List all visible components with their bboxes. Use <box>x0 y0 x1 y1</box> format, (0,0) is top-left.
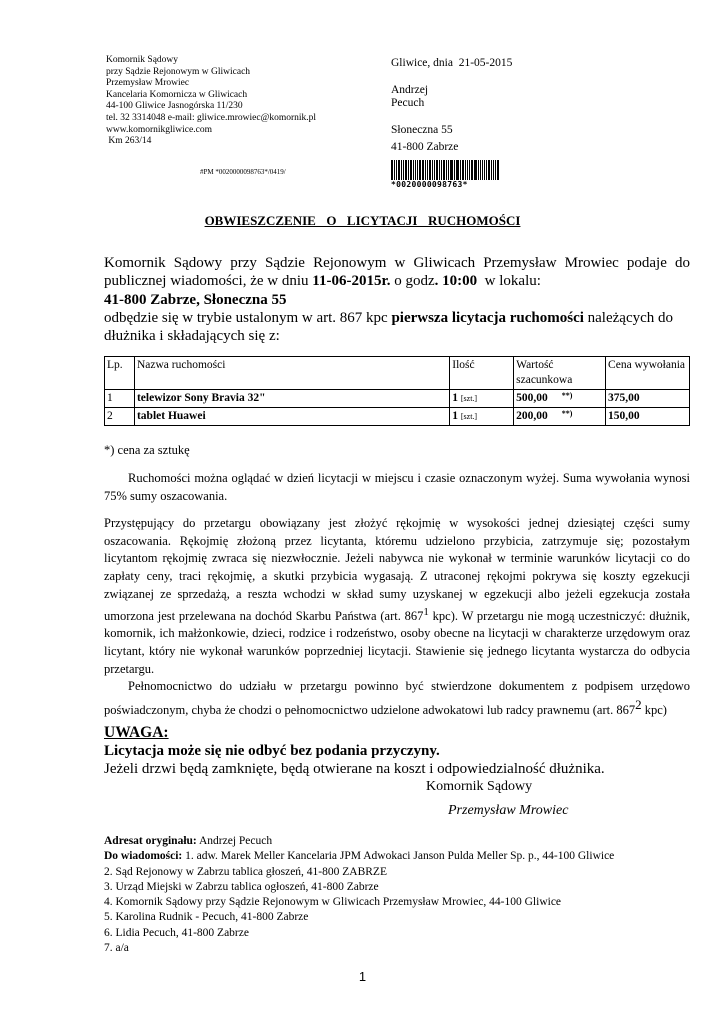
distribution-item: 6. Lidia Pecuch, 41-800 Zabrze <box>104 926 249 939</box>
cell-price: 150,00 <box>606 408 690 426</box>
page-number: 1 <box>358 969 367 984</box>
cell-name: telewizor Sony Bravia 32" <box>134 390 449 408</box>
notice-bold-line: Licytacja może się nie odbyć bez podania przyczyny. <box>104 743 440 759</box>
recipient-block <box>391 57 512 155</box>
cell-qty <box>450 390 514 408</box>
paragraph-text: kpc) <box>641 703 667 718</box>
notice-block <box>104 724 605 778</box>
paragraph-text: Pełnomocnictwo do udziału w przetargu powinno być stwierdzone dokumentem z podpisem urzędowo poświadczonym, chyba że chodzi o pełnomocnictwo udzielone adwokatowi lub radcy prawnemu (art. 867 <box>104 679 690 718</box>
cell-qty <box>450 408 514 426</box>
table-header-row <box>105 357 690 390</box>
distribution-list <box>104 834 614 956</box>
paragraph-text: kpc). W przetargu nie mogą uczestniczyć: dłużnik, komornik, ich małżonkowie, dzieci, rodzice i rodzeństwo, osoby obecne na licytacji w charakterze urzędowym oraz licytant, który nie wykonał warunków poprzedniej licytacji. Stawienie się jednego licytanta wystarcza do odbycia przetargu. <box>104 608 690 676</box>
signature-role: Komornik Sądowy <box>426 779 533 794</box>
qty-unit: [szt.] <box>460 412 478 421</box>
barcode <box>391 160 499 189</box>
intro-text: należących do dłużnika i składających się z: <box>104 309 674 345</box>
items-table <box>104 356 690 426</box>
barcode-text: *0020000098763* <box>391 180 468 189</box>
header-qty: Ilość <box>450 357 514 390</box>
recipient-line: Pecuch <box>391 97 425 109</box>
paragraph-deposit <box>104 515 690 720</box>
value-mark: **) <box>561 409 573 418</box>
notice-label: Do wiadomości: <box>104 850 183 863</box>
footnote: *) cena za sztukę <box>104 443 190 457</box>
notice-heading: UWAGA: <box>104 724 169 741</box>
header-lp: Lp. <box>105 357 135 390</box>
qty-value: 1 <box>452 410 458 422</box>
intro-paragraph <box>104 254 690 345</box>
case-number: Km 263/14 <box>106 136 152 147</box>
sender-line: Komornik Sądowy <box>106 55 179 65</box>
table-row <box>105 390 690 408</box>
place-date: Gliwice, dnia 21-05-2015 <box>391 57 513 69</box>
paragraph-viewing <box>104 470 690 505</box>
header-name: Nazwa ruchomości <box>134 357 449 390</box>
distribution-item <box>104 849 614 864</box>
distribution-text: 1. adw. Marek Meller Kancelaria JPM Adwokaci Janson Pulda Meller Sp. p., 44-100 Gliwice <box>182 850 615 863</box>
qty-unit: [szt.] <box>460 394 478 403</box>
header-price: Cena wywołania <box>606 357 690 390</box>
intro-text: w lokalu: <box>477 273 541 290</box>
addressee-name: Andrzej Pecuch <box>196 835 273 847</box>
notice-line: Jeżeli drzwi będą zamknięte, będą otwierane na koszt i odpowiedzialność dłużnika. <box>104 761 605 777</box>
value-mark: **) <box>561 391 573 400</box>
cell-name: tablet Huawei <box>134 408 449 426</box>
barcode-bars <box>391 160 499 180</box>
cell-lp: 2 <box>105 408 135 426</box>
sender-line: Przemysław Mrowiec <box>106 78 190 89</box>
pm-reference: #PM *0020000098763*/0419/ <box>200 168 286 176</box>
qty-value: 1 <box>452 392 458 404</box>
superscript: 2 <box>635 697 642 713</box>
auction-date: 11-06-2015r. <box>312 273 391 290</box>
recipient-line: Andrzej <box>391 83 429 96</box>
paragraph-text: Ruchomości można oglądać w dzień licytacji w miejscu i czasie oznaczonym wyżej. Suma wywołania wynosi 75% sumy oszacowania. <box>104 471 690 503</box>
recipient-line: Słoneczna 55 <box>391 123 453 136</box>
sender-line: przy Sądzie Rejonowym w Gliwicach <box>106 66 251 77</box>
distribution-item: 2. Sąd Rejonowy w Zabrzu tablica głoszeń, 41-800 ZABRZE <box>104 865 387 878</box>
signature-name: Przemysław Mrowiec <box>448 803 569 818</box>
addressee-line <box>104 834 614 849</box>
value-amount: 200,00 <box>516 410 548 422</box>
value-amount: 500,00 <box>516 392 548 404</box>
sender-line: www.komornikgliwice.com <box>106 124 212 135</box>
cell-lp: 1 <box>105 390 135 408</box>
paragraph-text: Przystępujący do przetargu obowiązany jest złożyć rękojmię w wysokości jednej dziesiątej części sumy oszacowania. Rękojmię złożoną przez licytanta, któremu udzielono przybicia, zatrzymuje się; pozostałym licytantom rękojmię zwraca się niezwłocznie. Jeżeli nabywca nie wykonał w terminie warunków licytacji co do zapłaty ceny, traci rękojmię, a skutki przybicia wygasają. Z utraconej rękojmi pokrywa się koszty egzekucji związanej ze sprzedażą, a reszta wchodzi w skład sumy uzyskanej w egzekucji albo jeżeli egzekucja została umorzona jest przelewana na dochód Skarbu Państwa (art. 867 <box>104 516 690 623</box>
auction-type: pierwsza licytacja ruchomości <box>391 309 584 326</box>
cell-price: 375,00 <box>606 390 690 408</box>
intro-text: odbędzie się w trybie ustalonym w art. 867 kpc <box>104 309 392 326</box>
sender-line: 44-100 Gliwice Jasnogórska 11/230 <box>106 101 243 112</box>
sender-block <box>106 55 316 148</box>
sender-line: Kancelaria Komornicza w Gliwicach <box>106 89 248 100</box>
intro-text: Komornik Sądowy przy Sądzie Rejonowym w Gliwicach Przemysław Mrowiec podaje do publicznej wiadomości, że w dniu <box>104 255 690 290</box>
auction-location: 41-800 Zabrze, Słoneczna 55 <box>104 291 287 308</box>
document-title: OBWIESZCZENIE O LICYTACJI RUCHOMOŚCI <box>204 213 521 228</box>
addressee-label: Adresat oryginału: <box>104 835 197 847</box>
distribution-item: 7. a/a <box>104 942 129 955</box>
superscript: 1 <box>423 605 429 618</box>
recipient-line: 41-800 Zabrze <box>391 141 459 153</box>
auction-time: . 10:00 <box>434 273 478 290</box>
sender-line: tel. 32 3314048 e-mail: gliwice.mrowiec@komornik.pl <box>106 112 317 123</box>
header-value: Wartość szacunkowa <box>514 357 606 390</box>
distribution-item: 3. Urząd Miejski w Zabrzu tablica ogłoszeń, 41-800 Zabrze <box>104 880 379 893</box>
cell-value <box>514 408 606 426</box>
distribution-item: 5. Karolina Rudnik - Pecuch, 41-800 Zabrze <box>104 911 309 924</box>
intro-text: o godz <box>390 273 435 290</box>
distribution-item: 4. Komornik Sądowy przy Sądzie Rejonowym w Gliwicach Przemysław Mrowiec, 44-100 Gliwice <box>104 896 562 909</box>
table-row <box>105 408 690 426</box>
cell-value <box>514 390 606 408</box>
